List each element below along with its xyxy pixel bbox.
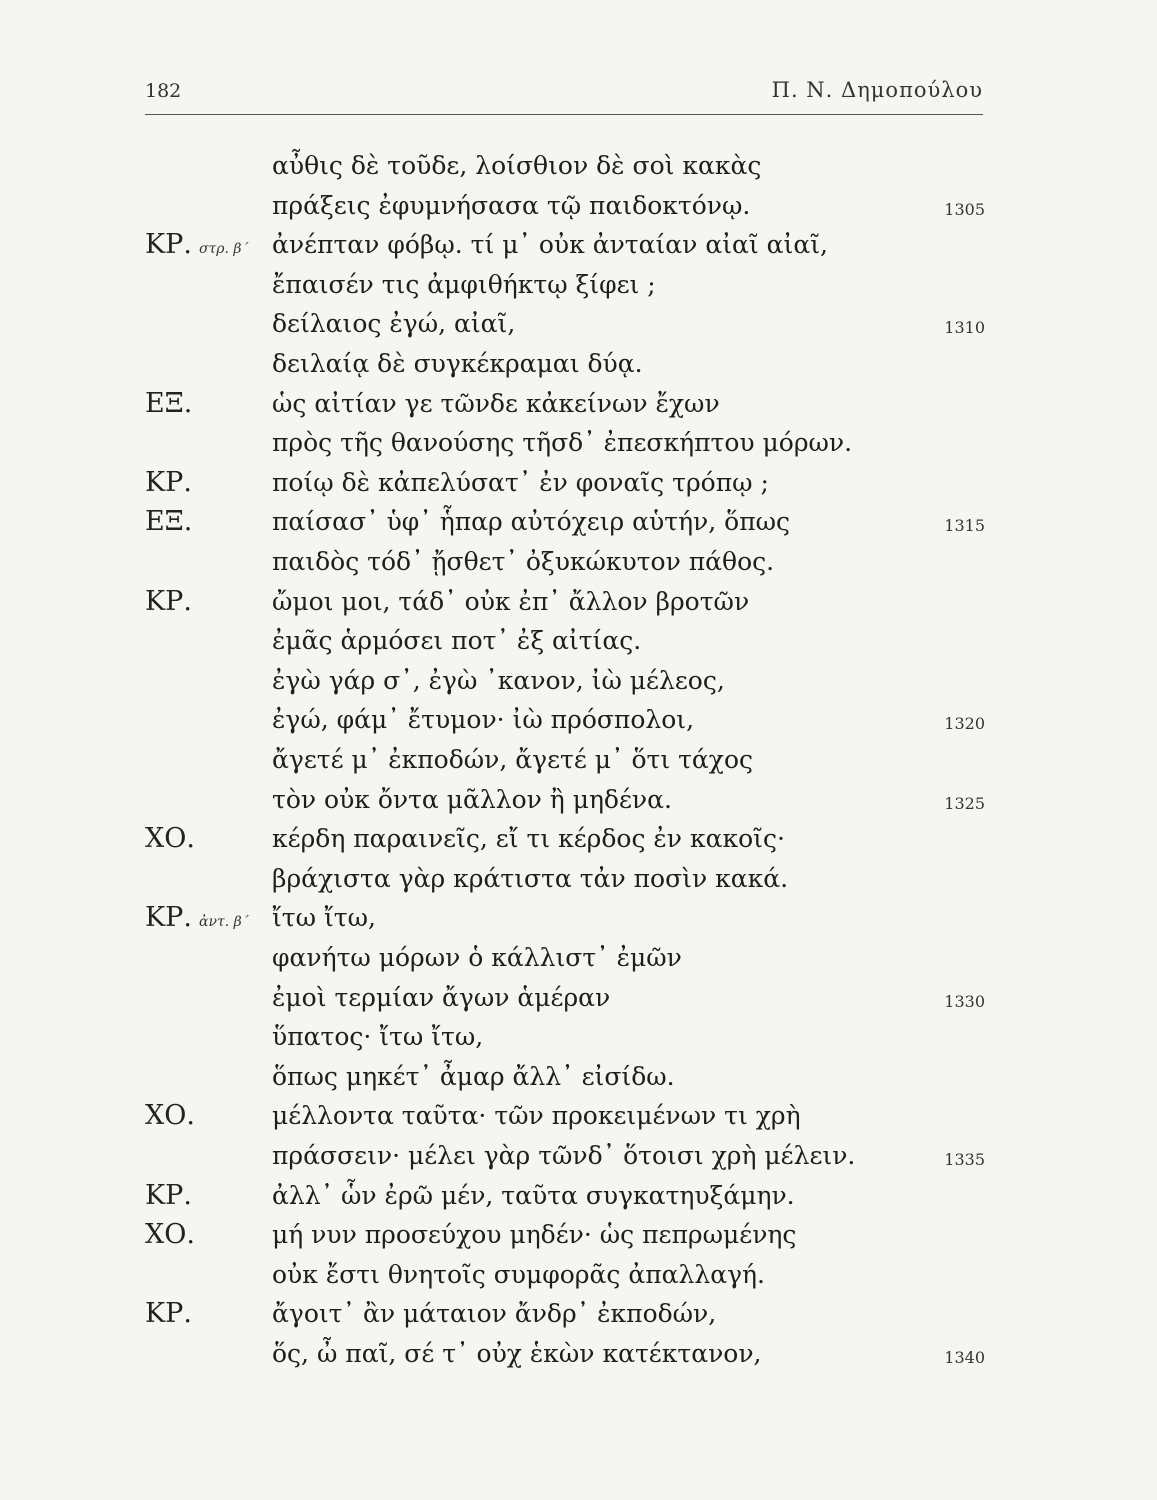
verse-text: βράχιστα γὰρ κράτιστα τἀν ποσὶν κακά. bbox=[272, 863, 789, 893]
strophe-marker: στρ. β΄ bbox=[199, 241, 249, 258]
strophe-marker: ἀντ. β΄ bbox=[199, 914, 249, 931]
verse-text: ὕπατος· ἴτω ἴτω, bbox=[272, 1022, 484, 1052]
speaker-label: ΧΟ. bbox=[145, 823, 195, 855]
speaker-label: ΧΟ. bbox=[145, 1100, 195, 1132]
verse-line bbox=[0, 898, 1157, 938]
verse-text: αὖθις δὲ τοῦδε, λοίσθιον δὲ σοὶ κακὰς bbox=[272, 151, 762, 180]
verse-text: ὅς, ὦ παῖ, σέ τ᾽ οὐχ ἑκὼν κατέκτανον, bbox=[272, 1339, 762, 1368]
verse-line bbox=[0, 819, 1157, 859]
verse-text: τὸν οὐκ ὄντα μᾶλλον ἢ μηδένα. bbox=[272, 784, 672, 814]
verse-text: κέρδη παραινεῖς, εἴ τι κέρδος ἐν κακοῖς· bbox=[272, 824, 785, 854]
verse-line bbox=[0, 978, 1157, 1018]
verse-line bbox=[0, 1096, 1157, 1136]
verse-text: δειλαίᾳ δὲ συγκέκραμαι δύᾳ. bbox=[272, 349, 643, 378]
verse-line bbox=[0, 265, 1157, 305]
verse-line bbox=[0, 1057, 1157, 1097]
verse-line bbox=[0, 542, 1157, 582]
verse-line bbox=[0, 1215, 1157, 1255]
speaker-label: ΕΞ. bbox=[145, 506, 193, 538]
verse-line bbox=[0, 384, 1157, 424]
verse-text: πράξεις ἐφυμνήσασα τῷ παιδοκτόνῳ. bbox=[272, 190, 751, 220]
verse-line bbox=[0, 146, 1157, 186]
verse-text: ἔπαισέν τις ἀμφιθήκτῳ ξίφει ; bbox=[272, 269, 656, 299]
page-number: 182 bbox=[145, 80, 182, 102]
speaker-label: ΕΞ. bbox=[145, 387, 193, 419]
verse-text: ποίῳ δὲ κἀπελύσατ᾽ ἐν φοναῖς τρόπῳ ; bbox=[272, 467, 769, 497]
verse-line bbox=[0, 1255, 1157, 1295]
verse-text: ἐγώ, φάμ᾽ ἔτυμον· ἰὼ πρόσπολοι, bbox=[272, 705, 695, 735]
verse-line bbox=[0, 740, 1157, 780]
verse-text: ἄγετέ μ᾽ ἐκποδών, ἄγετέ μ᾽ ὅτι τάχος bbox=[272, 745, 753, 774]
verse-text: ἴτω ἴτω, bbox=[272, 903, 376, 933]
verse-text: μή νυν προσεύχου μηδέν· ὡς πεπρωμένης bbox=[272, 1220, 797, 1250]
line-number: 1310 bbox=[944, 318, 985, 338]
verse-line bbox=[0, 661, 1157, 701]
line-number: 1315 bbox=[944, 516, 985, 536]
verse-line bbox=[0, 186, 1157, 226]
speaker-label: ΚΡ. bbox=[145, 1179, 192, 1211]
verse-line bbox=[0, 502, 1157, 542]
verse-line bbox=[0, 582, 1157, 622]
verse-line bbox=[0, 344, 1157, 384]
verse-line bbox=[0, 304, 1157, 344]
running-title: Π. Ν. Δημοπούλου bbox=[771, 78, 983, 102]
speaker-label: ΚΡ. bbox=[145, 902, 192, 934]
verse-line bbox=[0, 1136, 1157, 1176]
verse-line bbox=[0, 700, 1157, 740]
verse-line bbox=[0, 423, 1157, 463]
speaker-label: ΚΡ. bbox=[145, 1298, 192, 1330]
verse-text: δείλαιος ἐγώ, αἰαῖ, bbox=[272, 309, 516, 339]
verse-text: ἀλλ᾽ ὧν ἐρῶ μέν, ταῦτα συγκατηυξάμην. bbox=[272, 1180, 795, 1210]
verse-line bbox=[0, 938, 1157, 978]
verse-line bbox=[0, 1294, 1157, 1334]
verse-text: ἀνέπταν φόβῳ. τί μ᾽ οὐκ ἀνταίαν αἰαῖ αἰαῖ, bbox=[272, 230, 828, 260]
verse-line bbox=[0, 859, 1157, 899]
verse-line bbox=[0, 463, 1157, 503]
verse-text: ὅπως μηκέτ᾽ ἆμαρ ἄλλ᾽ εἰσίδω. bbox=[272, 1061, 675, 1091]
verse-text: ἄγοιτ᾽ ἂν μάταιον ἄνδρ᾽ ἐκποδών, bbox=[272, 1299, 717, 1329]
verse-text: πράσσειν· μέλει γὰρ τῶνδ᾽ ὅτοισι χρὴ μέλειν. bbox=[272, 1141, 856, 1170]
line-number: 1340 bbox=[944, 1348, 985, 1367]
verse-text: ἐγὼ γάρ σ᾽, ἐγὼ ᾽κανον, ἰὼ μέλεος, bbox=[272, 665, 725, 695]
verse-text: ἐμοὶ τερμίαν ἄγων ἁμέραν bbox=[272, 982, 611, 1012]
line-number: 1330 bbox=[944, 991, 985, 1011]
verse-text: ὤμοι μοι, τάδ᾽ οὐκ ἐπ᾽ ἄλλον βροτῶν bbox=[272, 586, 750, 616]
verse-line bbox=[0, 1334, 1157, 1374]
verse-line bbox=[0, 1176, 1157, 1216]
line-number: 1305 bbox=[944, 199, 985, 219]
speaker-label: ΚΡ. bbox=[145, 585, 192, 617]
verse-line bbox=[0, 621, 1157, 661]
line-number: 1325 bbox=[944, 793, 985, 813]
verse-line bbox=[0, 225, 1157, 265]
verse-text: ὡς αἰτίαν γε τῶνδε κἀκείνων ἔχων bbox=[272, 388, 720, 418]
verse-text: παίσασ᾽ ὑφ᾽ ἧπαρ αὐτόχειρ αὑτήν, ὅπως bbox=[272, 507, 791, 537]
line-number: 1320 bbox=[944, 714, 985, 734]
verse-line bbox=[0, 1017, 1157, 1057]
verse-text: φανήτω μόρων ὁ κάλλιστ᾽ ἐμῶν bbox=[272, 943, 682, 972]
verse-text: οὐκ ἔστι θνητοῖς συμφορᾶς ἀπαλλαγή. bbox=[272, 1259, 765, 1289]
speaker-label: ΚΡ. bbox=[145, 466, 192, 498]
speaker-label: ΧΟ. bbox=[145, 1219, 195, 1251]
verse-text: μέλλοντα ταῦτα· τῶν προκειμένων τι χρὴ bbox=[272, 1101, 801, 1131]
verse-text: ἐμᾶς ἁρμόσει ποτ᾽ ἐξ αἰτίας. bbox=[272, 626, 642, 656]
line-number: 1335 bbox=[944, 1150, 985, 1169]
verse-text: παιδὸς τόδ᾽ ᾔσθετ᾽ ὀξυκώκυτον πάθος. bbox=[272, 547, 775, 576]
page-header bbox=[145, 74, 983, 115]
verse-line bbox=[0, 780, 1157, 820]
speaker-label: ΚΡ. bbox=[145, 229, 192, 261]
verse-text: πρὸς τῆς θανούσης τῆσδ᾽ ἐπεσκήπτου μόρων. bbox=[272, 428, 853, 458]
